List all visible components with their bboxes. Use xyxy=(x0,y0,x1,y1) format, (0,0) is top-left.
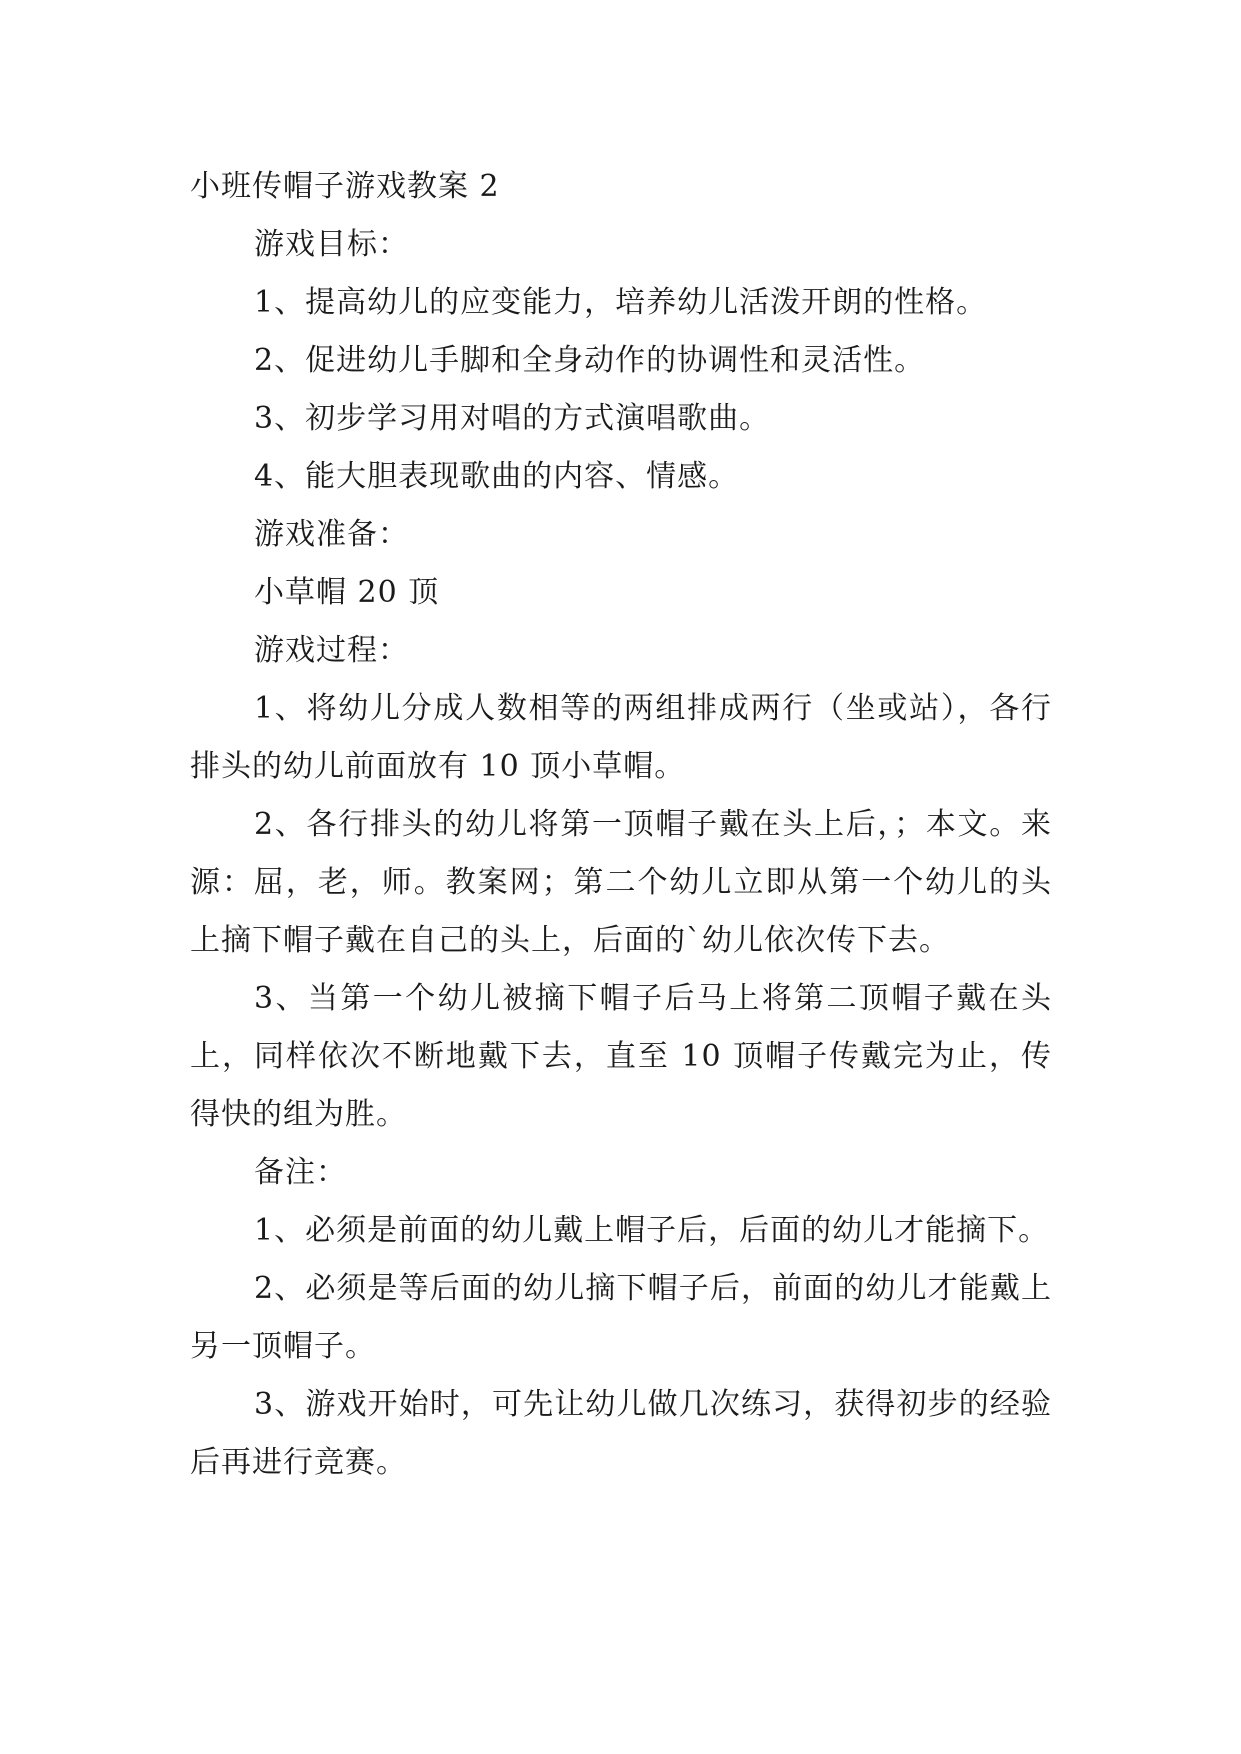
process-step-1: 1、将幼儿分成人数相等的两组排成两行（坐或站），各行排头的幼儿前面放有 10 顶小草帽。 xyxy=(190,691,1052,784)
section-heading-preparation: 游戏准备： xyxy=(254,517,409,552)
document-body xyxy=(190,158,1052,1492)
section-heading-goals: 游戏目标： xyxy=(254,227,409,262)
preparation-item: 小草帽 20 顶 xyxy=(254,575,440,610)
goal-item-3: 3、初步学习用对唱的方式演唱歌曲。 xyxy=(254,401,771,436)
goal-item-4: 4、能大胆表现歌曲的内容、情感。 xyxy=(254,459,740,494)
goal-item-1: 1、提高幼儿的应变能力，培养幼儿活泼开朗的性格。 xyxy=(254,285,988,320)
goal-item-2: 2、促进幼儿手脚和全身动作的协调性和灵活性。 xyxy=(254,343,926,378)
process-step-2: 2、各行排头的幼儿将第一顶帽子戴在头上后，；本文。来源：屈，老，师。教案网；第二个幼儿立即从第一个幼儿的头上摘下帽子戴在自己的头上，后面的`幼儿依次传下去。 xyxy=(190,807,1052,958)
document-title: 小班传帽子游戏教案 2 xyxy=(190,169,500,204)
section-heading-notes: 备注： xyxy=(254,1155,347,1190)
process-step-3: 3、当第一个幼儿被摘下帽子后马上将第二顶帽子戴在头上，同样依次不断地戴下去，直至 10 顶帽子传戴完为止，传得快的组为胜。 xyxy=(190,981,1052,1132)
section-heading-process: 游戏过程： xyxy=(254,633,409,668)
note-item-1: 1、必须是前面的幼儿戴上帽子后，后面的幼儿才能摘下。 xyxy=(254,1213,1050,1248)
note-item-2: 2、必须是等后面的幼儿摘下帽子后，前面的幼儿才能戴上另一顶帽子。 xyxy=(190,1271,1052,1364)
note-item-3: 3、游戏开始时，可先让幼儿做几次练习，获得初步的经验后再进行竞赛。 xyxy=(190,1387,1052,1480)
